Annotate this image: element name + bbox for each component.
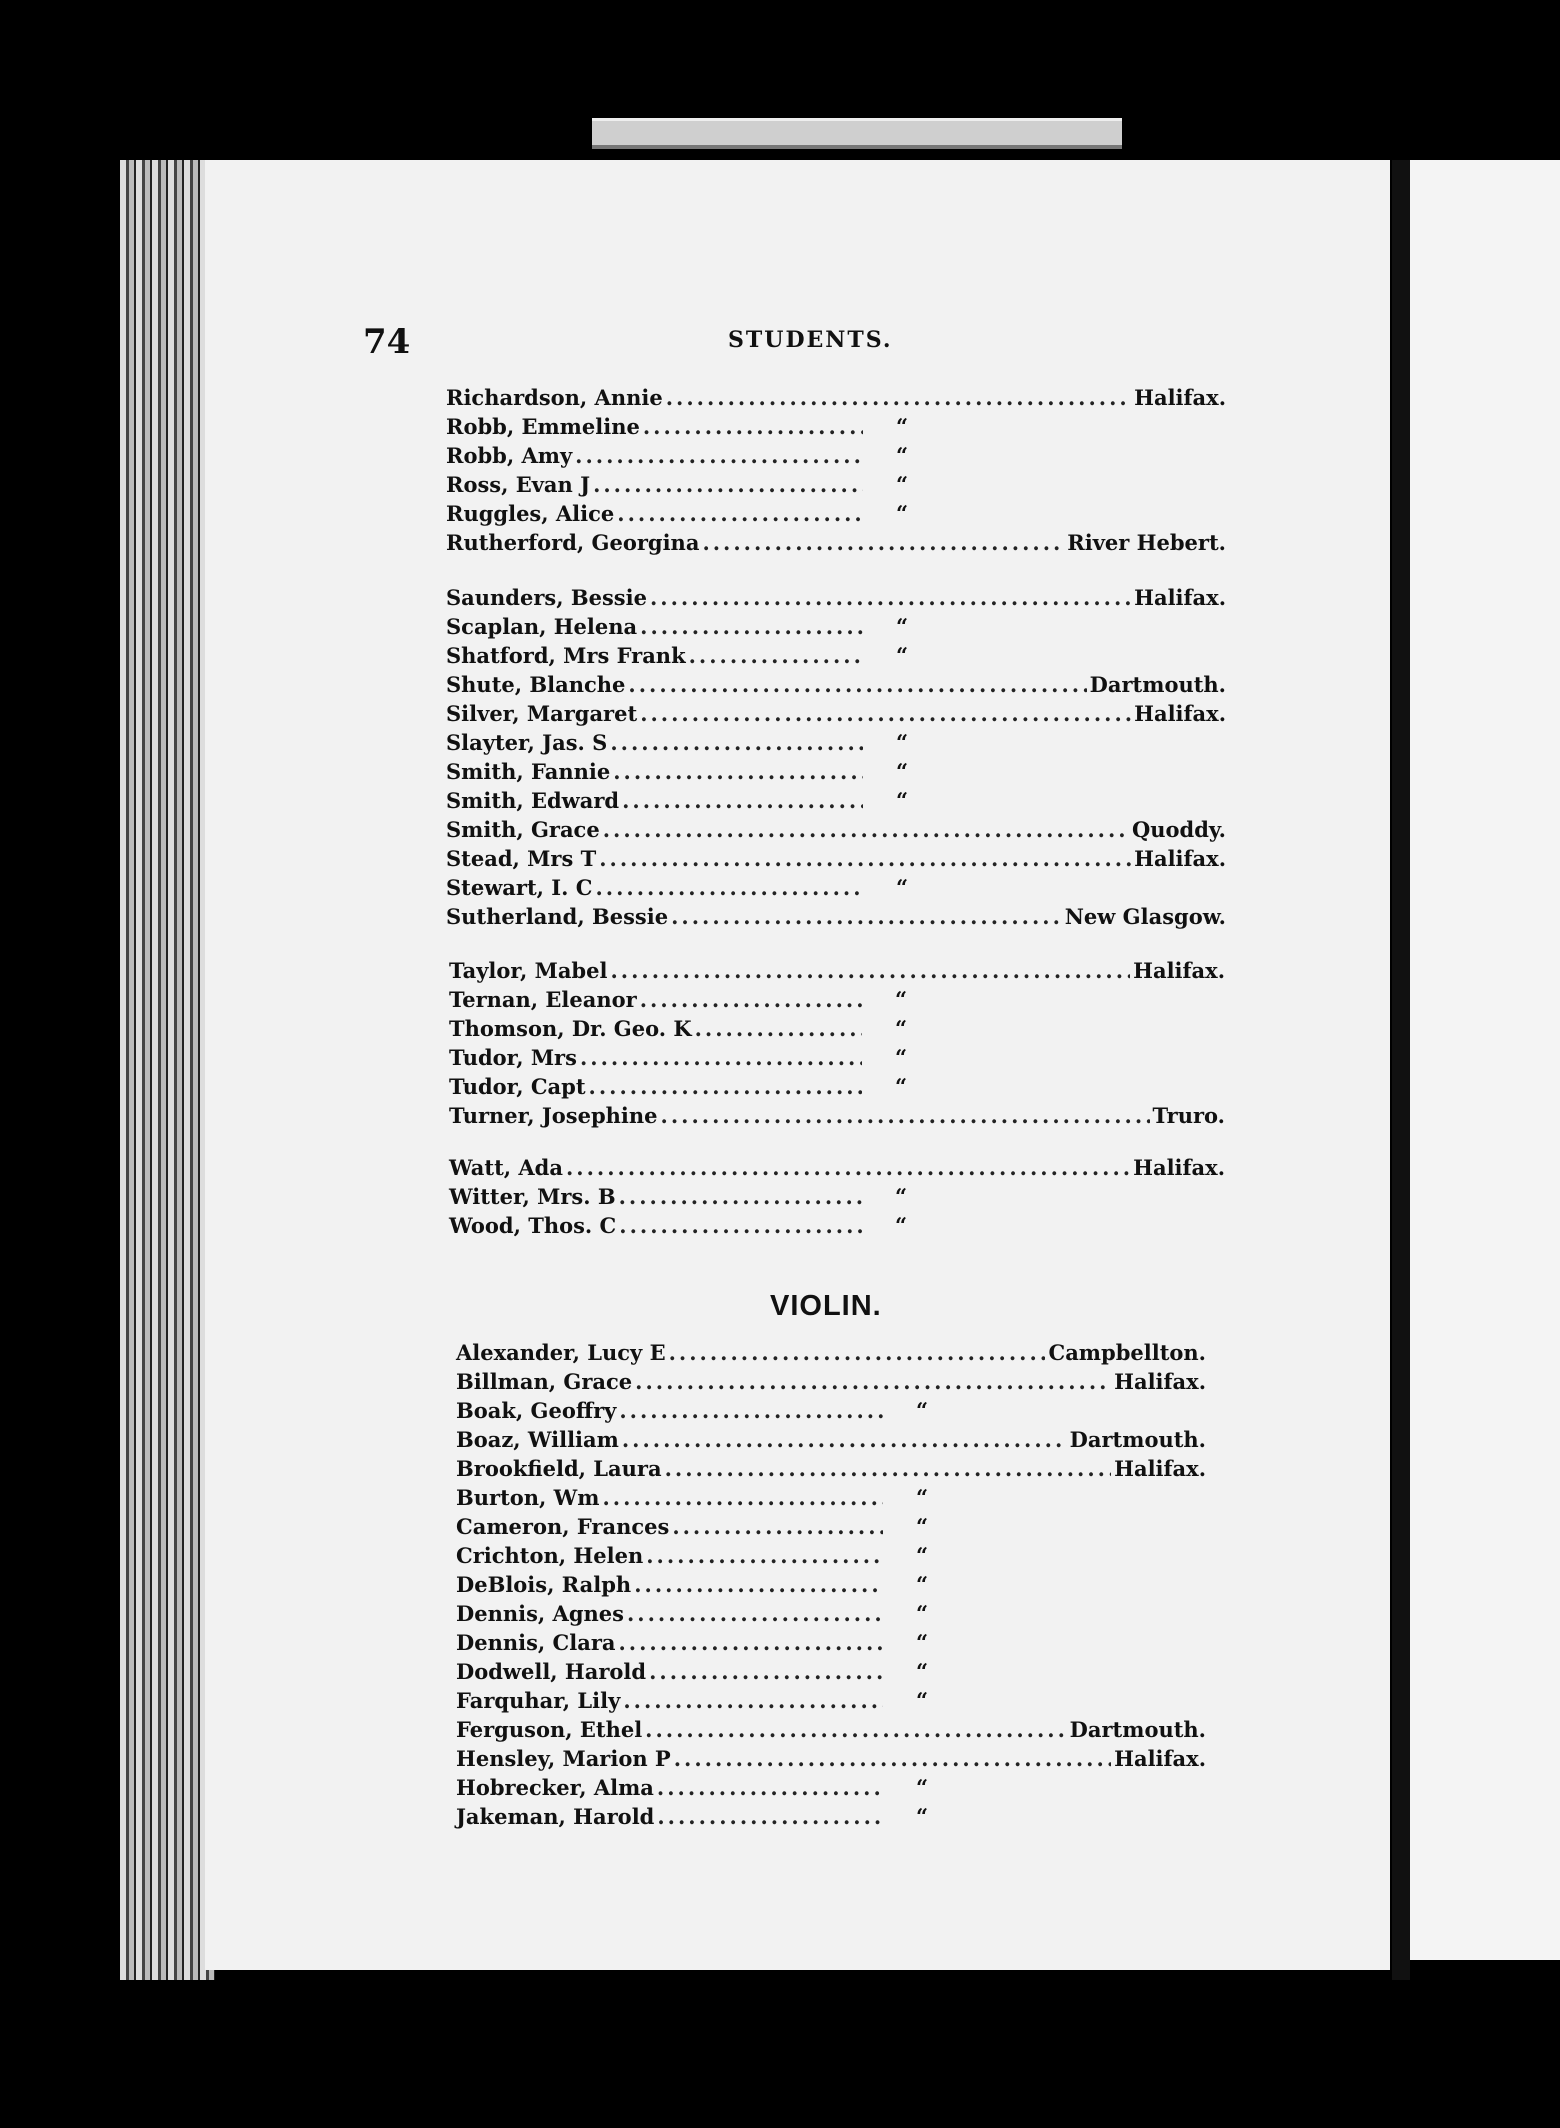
list-entry bbox=[446, 700, 1226, 728]
student-place: Halifax. bbox=[1134, 585, 1226, 610]
dot-leader bbox=[671, 903, 1062, 931]
student-name: Brookfield, Laura bbox=[456, 1456, 662, 1481]
dot-leader bbox=[657, 1774, 883, 1802]
dot-leader bbox=[622, 1426, 1067, 1454]
student-place: “ bbox=[916, 1688, 929, 1713]
dot-leader bbox=[640, 613, 863, 641]
student-name: Smith, Edward bbox=[446, 788, 620, 813]
student-place: “ bbox=[896, 414, 909, 439]
student-name: Sutherland, Bessie bbox=[446, 904, 669, 929]
list-entry bbox=[456, 1716, 1206, 1744]
list-entry bbox=[449, 1044, 985, 1072]
student-place: “ bbox=[896, 788, 909, 813]
dot-leader bbox=[566, 1154, 1130, 1182]
student-name: Hensley, Marion P bbox=[456, 1746, 671, 1771]
student-place: Halifax. bbox=[1134, 385, 1226, 410]
student-name: Silver, Margaret bbox=[446, 701, 638, 726]
dot-leader bbox=[643, 413, 863, 441]
student-name: Dodwell, Harold bbox=[456, 1659, 647, 1684]
dot-leader bbox=[645, 1716, 1066, 1744]
list-entry bbox=[456, 1629, 1006, 1657]
list-entry bbox=[449, 1102, 1225, 1130]
student-name: Robb, Amy bbox=[446, 443, 573, 468]
student-name: Shatford, Mrs Frank bbox=[446, 643, 686, 668]
student-place: “ bbox=[916, 1630, 929, 1655]
list-entry bbox=[446, 529, 1226, 557]
student-name: Slayter, Jas. S bbox=[446, 730, 608, 755]
student-name: Boak, Geoffry bbox=[456, 1398, 617, 1423]
list-entry bbox=[449, 1183, 985, 1211]
list-entry bbox=[456, 1571, 1006, 1599]
list-entry bbox=[456, 1368, 1206, 1396]
dot-leader bbox=[640, 986, 862, 1014]
dot-leader bbox=[617, 500, 863, 528]
student-place: Quoddy. bbox=[1131, 817, 1226, 842]
student-name: Shute, Blanche bbox=[446, 672, 626, 697]
list-entry bbox=[446, 413, 986, 441]
dot-leader bbox=[575, 442, 863, 470]
list-entry bbox=[456, 1455, 1206, 1483]
list-entry bbox=[446, 787, 986, 815]
list-entry bbox=[449, 1015, 985, 1043]
student-place: Dartmouth. bbox=[1089, 672, 1226, 697]
student-place: “ bbox=[895, 1045, 908, 1070]
student-place: “ bbox=[895, 1074, 908, 1099]
dot-leader bbox=[702, 529, 1064, 557]
dot-leader bbox=[602, 1484, 883, 1512]
list-entry bbox=[456, 1542, 1006, 1570]
student-place: “ bbox=[896, 730, 909, 755]
student-place: Halifax. bbox=[1114, 1369, 1206, 1394]
student-place: Dartmouth. bbox=[1069, 1427, 1206, 1452]
student-name: Dennis, Agnes bbox=[456, 1601, 624, 1626]
student-name: Billman, Grace bbox=[456, 1369, 633, 1394]
student-name: Thomson, Dr. Geo. K bbox=[449, 1016, 692, 1041]
list-entry bbox=[449, 986, 985, 1014]
dot-leader bbox=[593, 471, 863, 499]
list-entry bbox=[449, 1154, 1225, 1182]
dot-leader bbox=[661, 1102, 1150, 1130]
book-page-edges bbox=[120, 160, 215, 1980]
list-entry bbox=[446, 500, 986, 528]
student-name: Stewart, I. C bbox=[446, 875, 593, 900]
student-name: Ruggles, Alice bbox=[446, 501, 615, 526]
student-place: Campbellton. bbox=[1048, 1340, 1206, 1365]
dot-leader bbox=[610, 957, 1130, 985]
student-name: Crichton, Helen bbox=[456, 1543, 644, 1568]
student-name: Richardson, Annie bbox=[446, 385, 663, 410]
student-name: Tudor, Mrs bbox=[449, 1045, 577, 1070]
student-name: Scaplan, Helena bbox=[446, 614, 638, 639]
list-entry bbox=[446, 758, 986, 786]
list-entry bbox=[446, 874, 986, 902]
list-entry bbox=[456, 1600, 1006, 1628]
student-name: Wood, Thos. C bbox=[449, 1213, 617, 1238]
student-name: DeBlois, Ralph bbox=[456, 1572, 632, 1597]
running-head: STUDENTS. bbox=[728, 327, 893, 353]
dot-leader bbox=[619, 1212, 862, 1240]
student-name: Stead, Mrs T bbox=[446, 846, 597, 871]
student-name: Dennis, Clara bbox=[456, 1630, 616, 1655]
dot-leader bbox=[623, 1687, 883, 1715]
student-place: “ bbox=[916, 1398, 929, 1423]
student-place: “ bbox=[916, 1804, 929, 1829]
student-place: “ bbox=[896, 614, 909, 639]
dot-leader bbox=[672, 1513, 883, 1541]
dot-leader bbox=[674, 1745, 1111, 1773]
student-place: “ bbox=[916, 1775, 929, 1800]
facing-page-edge bbox=[1410, 160, 1560, 1960]
list-entry bbox=[456, 1803, 1006, 1831]
list-entry bbox=[446, 442, 986, 470]
list-entry bbox=[449, 957, 1225, 985]
student-name: Ross, Evan J bbox=[446, 472, 591, 497]
list-entry bbox=[446, 642, 986, 670]
dot-leader bbox=[695, 1015, 862, 1043]
student-name: Boaz, William bbox=[456, 1427, 619, 1452]
list-entry bbox=[446, 671, 1226, 699]
dot-leader bbox=[689, 642, 863, 670]
student-place: “ bbox=[916, 1514, 929, 1539]
dot-leader bbox=[610, 729, 863, 757]
list-entry bbox=[446, 384, 1226, 412]
scanner-edge-strip bbox=[592, 118, 1122, 149]
dot-leader bbox=[589, 1073, 862, 1101]
student-place: New Glasgow. bbox=[1064, 904, 1226, 929]
dot-leader bbox=[619, 1183, 862, 1211]
student-place: River Hebert. bbox=[1067, 530, 1226, 555]
list-entry bbox=[449, 1212, 985, 1240]
student-place: “ bbox=[895, 987, 908, 1012]
dot-leader bbox=[649, 1658, 883, 1686]
student-place: “ bbox=[896, 501, 909, 526]
student-place: “ bbox=[896, 643, 909, 668]
dot-leader bbox=[599, 845, 1131, 873]
student-place: “ bbox=[896, 472, 909, 497]
dot-leader bbox=[595, 874, 863, 902]
list-entry bbox=[456, 1339, 1206, 1367]
list-entry bbox=[446, 584, 1226, 612]
list-entry bbox=[456, 1687, 1006, 1715]
student-place: Dartmouth. bbox=[1069, 1717, 1206, 1742]
dot-leader bbox=[627, 1600, 883, 1628]
student-name: Robb, Emmeline bbox=[446, 414, 640, 439]
list-entry bbox=[456, 1397, 1006, 1425]
section-title-violin: VIOLIN. bbox=[770, 1290, 882, 1322]
dot-leader bbox=[619, 1629, 884, 1657]
dot-leader bbox=[622, 787, 863, 815]
list-entry bbox=[456, 1774, 1006, 1802]
dot-leader bbox=[665, 1455, 1112, 1483]
dot-leader bbox=[628, 671, 1086, 699]
dot-leader bbox=[613, 758, 863, 786]
student-place: Truro. bbox=[1152, 1103, 1225, 1128]
student-name: Jakeman, Harold bbox=[456, 1804, 655, 1829]
page-number: 74 bbox=[363, 322, 411, 362]
list-entry bbox=[456, 1658, 1006, 1686]
student-name: Witter, Mrs. B bbox=[449, 1184, 616, 1209]
list-entry bbox=[446, 816, 1226, 844]
student-place: Halifax. bbox=[1134, 846, 1226, 871]
student-place: Halifax. bbox=[1133, 958, 1225, 983]
student-name: Hobrecker, Alma bbox=[456, 1775, 654, 1800]
student-place: “ bbox=[895, 1016, 908, 1041]
dot-leader bbox=[666, 384, 1131, 412]
student-place: “ bbox=[916, 1543, 929, 1568]
dot-leader bbox=[619, 1397, 883, 1425]
student-name: Burton, Wm bbox=[456, 1485, 600, 1510]
list-entry bbox=[446, 613, 986, 641]
list-entry bbox=[456, 1745, 1206, 1773]
student-place: “ bbox=[895, 1213, 908, 1238]
student-name: Cameron, Frances bbox=[456, 1514, 670, 1539]
list-entry bbox=[446, 729, 986, 757]
list-entry bbox=[449, 1073, 985, 1101]
student-place: “ bbox=[916, 1485, 929, 1510]
dot-leader bbox=[657, 1803, 883, 1831]
list-entry bbox=[456, 1513, 1006, 1541]
dot-leader bbox=[635, 1368, 1111, 1396]
student-place: “ bbox=[916, 1601, 929, 1626]
student-name: Ternan, Eleanor bbox=[449, 987, 637, 1012]
student-place: “ bbox=[896, 759, 909, 784]
student-name: Farquhar, Lily bbox=[456, 1688, 621, 1713]
list-entry bbox=[456, 1484, 1006, 1512]
dot-leader bbox=[603, 816, 1129, 844]
student-name: Alexander, Lucy E bbox=[456, 1340, 666, 1365]
dot-leader bbox=[650, 584, 1131, 612]
student-place: “ bbox=[895, 1184, 908, 1209]
student-place: “ bbox=[916, 1572, 929, 1597]
student-name: Turner, Josephine bbox=[449, 1103, 658, 1128]
list-entry bbox=[456, 1426, 1206, 1454]
dot-leader bbox=[646, 1542, 883, 1570]
list-entry bbox=[446, 471, 986, 499]
dot-leader bbox=[640, 700, 1131, 728]
student-place: “ bbox=[896, 443, 909, 468]
student-name: Rutherford, Georgina bbox=[446, 530, 700, 555]
student-name: Smith, Grace bbox=[446, 817, 600, 842]
dot-leader bbox=[634, 1571, 883, 1599]
student-place: “ bbox=[916, 1659, 929, 1684]
student-name: Watt, Ada bbox=[449, 1155, 563, 1180]
book-gutter bbox=[1392, 160, 1410, 1980]
student-name: Ferguson, Ethel bbox=[456, 1717, 643, 1742]
dot-leader bbox=[669, 1339, 1046, 1367]
student-name: Saunders, Bessie bbox=[446, 585, 647, 610]
student-place: Halifax. bbox=[1114, 1746, 1206, 1771]
list-entry bbox=[446, 903, 1226, 931]
dot-leader bbox=[580, 1044, 862, 1072]
student-name: Taylor, Mabel bbox=[449, 958, 608, 983]
student-place: “ bbox=[896, 875, 909, 900]
student-name: Tudor, Capt bbox=[449, 1074, 586, 1099]
student-name: Smith, Fannie bbox=[446, 759, 611, 784]
student-place: Halifax. bbox=[1134, 701, 1226, 726]
list-entry bbox=[446, 845, 1226, 873]
student-place: Halifax. bbox=[1133, 1155, 1225, 1180]
student-place: Halifax. bbox=[1114, 1456, 1206, 1481]
